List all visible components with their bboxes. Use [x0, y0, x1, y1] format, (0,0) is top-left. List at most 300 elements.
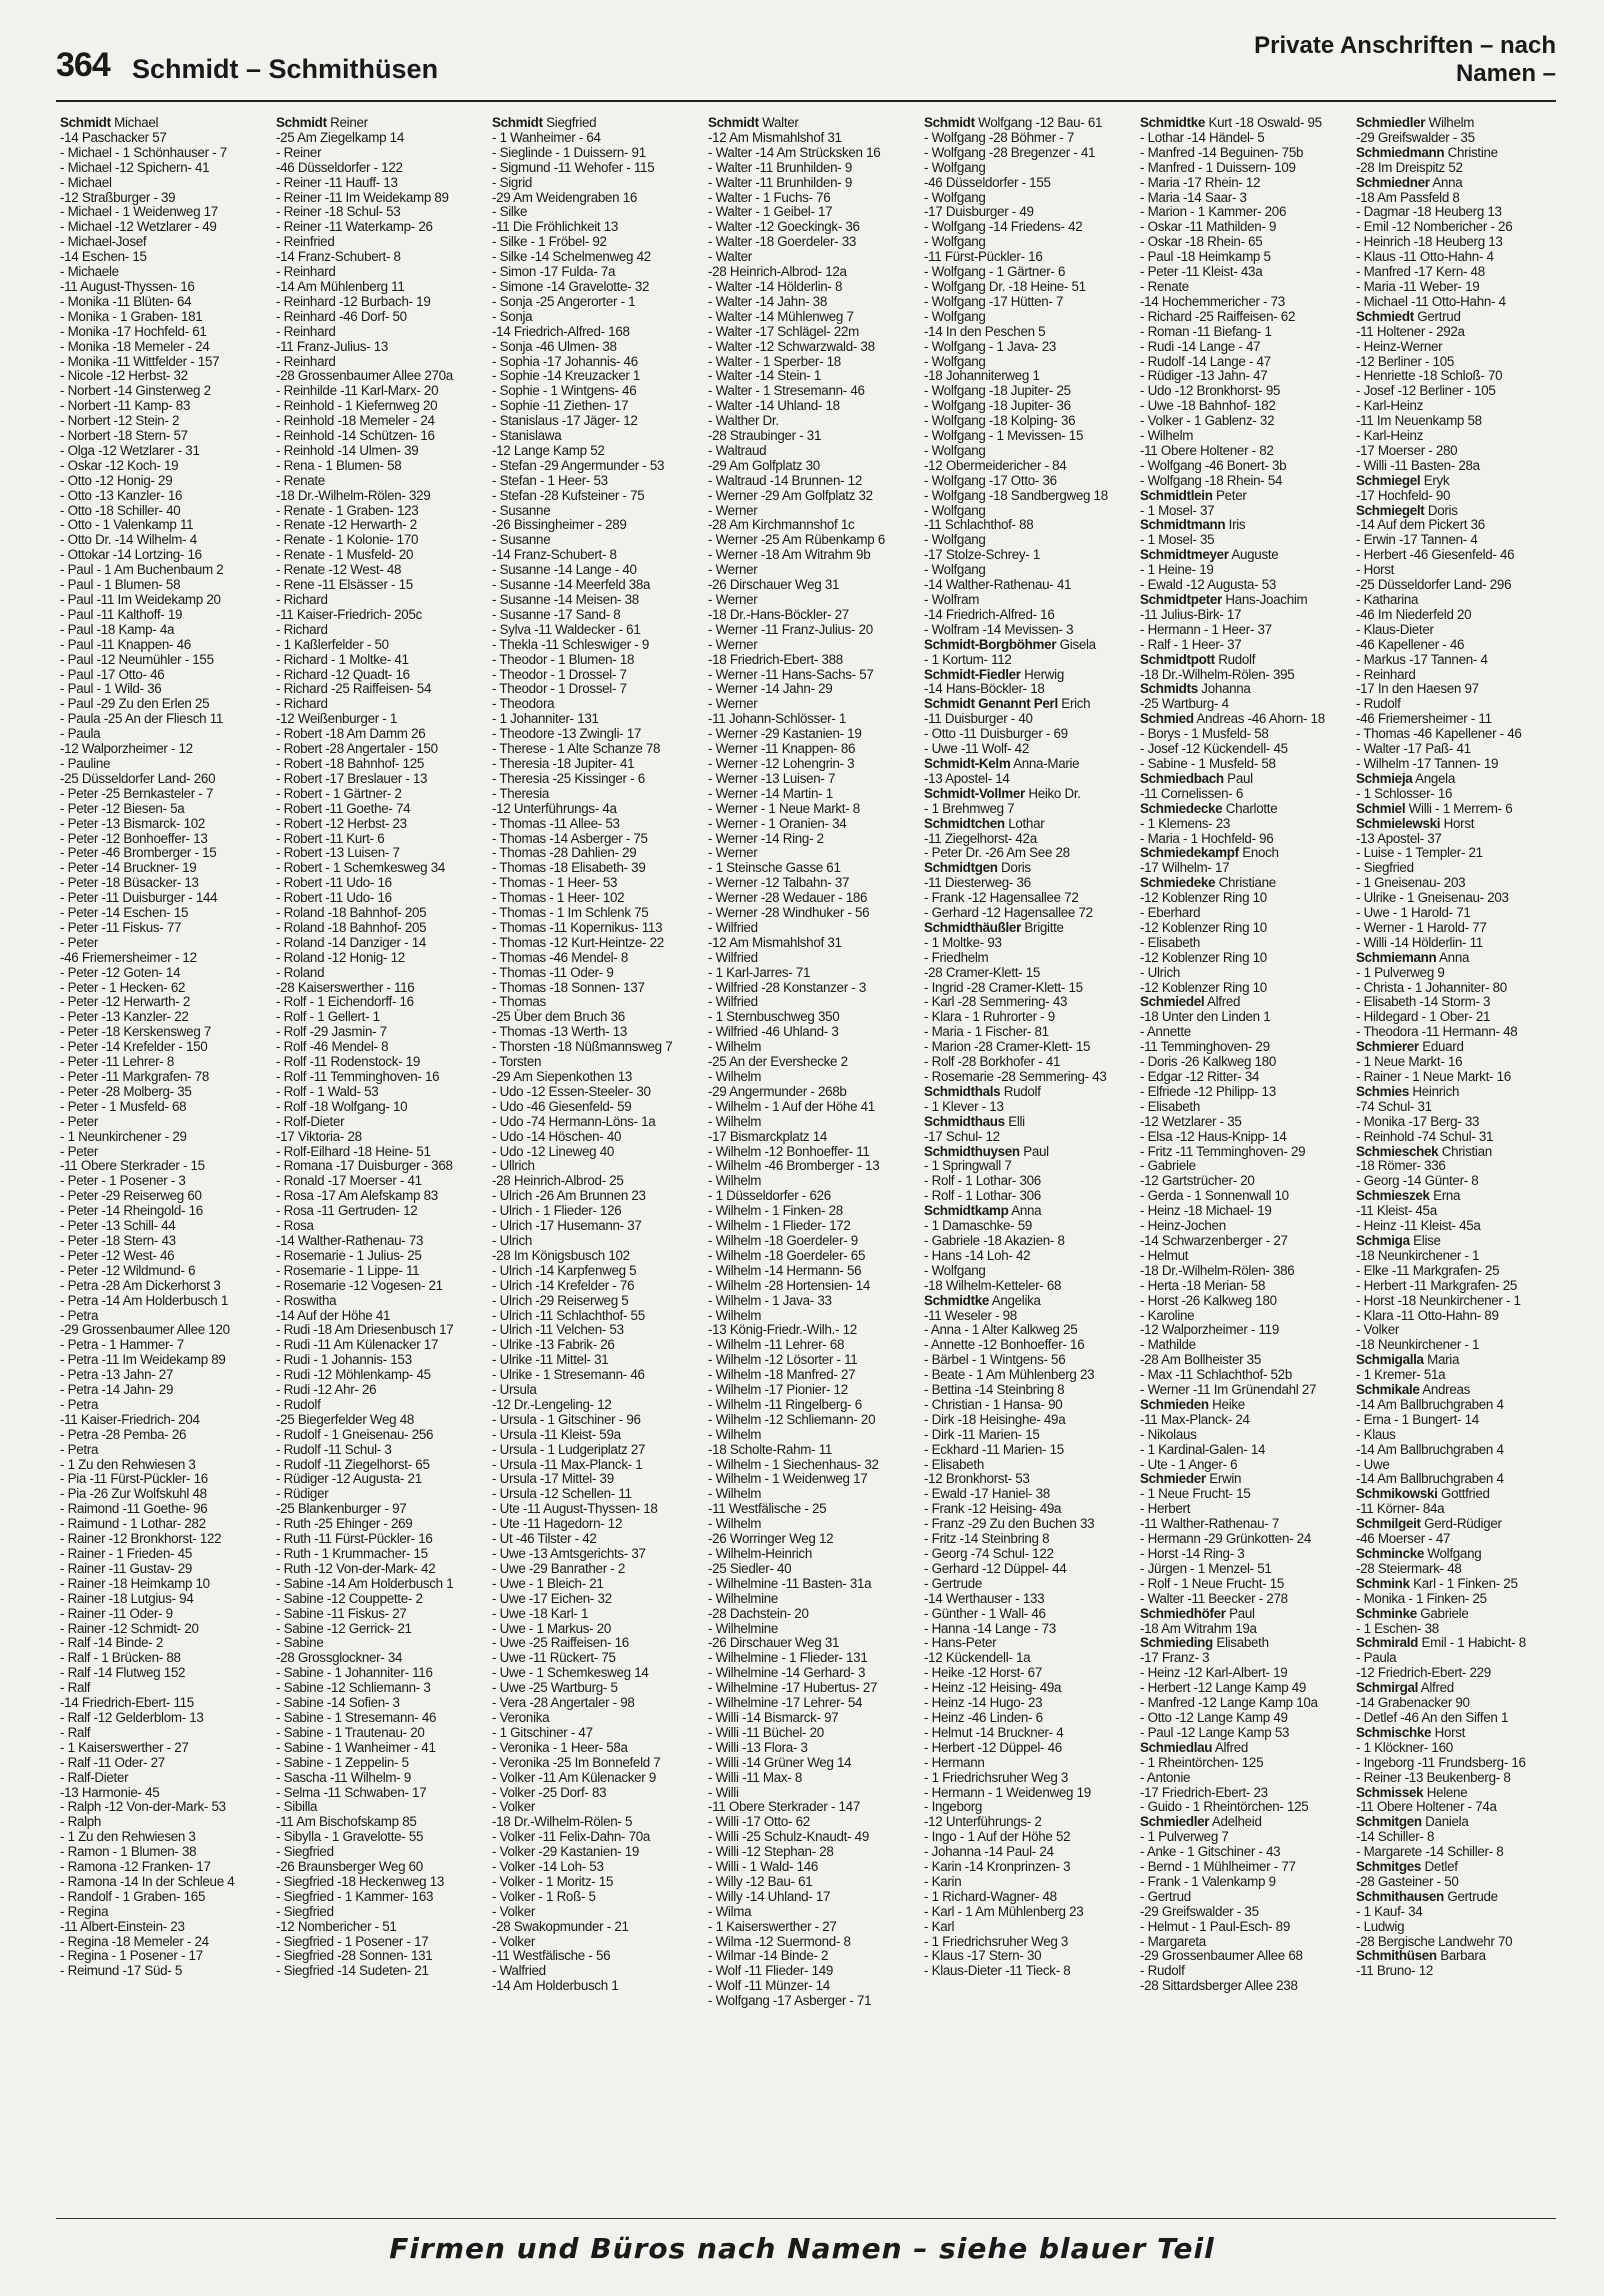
surname: Schmissek — [1356, 1784, 1424, 1800]
entry-text: - Gerda - 1 Sonnenwall 10 — [1140, 1188, 1289, 1204]
entry-text: - Werner -14 Ring- 2 — [708, 830, 824, 846]
directory-entry — [1356, 489, 1564, 504]
entry-text: - Friedhelm — [924, 949, 989, 965]
directory-entry — [924, 966, 1132, 981]
directory-entry — [1140, 131, 1348, 146]
directory-entry — [60, 623, 268, 638]
directory-entry — [60, 1681, 268, 1696]
directory-entry — [60, 1264, 268, 1279]
entry-text: - Karl - 1 Am Mühlenberg 23 — [924, 1903, 1084, 1919]
entry-text: - 1 Gneisenau- 203 — [1356, 875, 1466, 891]
directory-entry — [924, 355, 1132, 370]
entry-text: - Sabine -14 Am Holderbusch 1 — [276, 1575, 454, 1591]
entry-text: - Elsa -12 Haus-Knipp- 14 — [1140, 1128, 1287, 1144]
directory-entry — [276, 1353, 484, 1368]
directory-entry — [1140, 1338, 1348, 1353]
directory-entry — [1140, 1905, 1348, 1920]
directory-entry — [60, 459, 268, 474]
directory-entry — [1356, 1323, 1564, 1338]
entry-text: - Michael -12 Spichern- 41 — [60, 159, 210, 175]
entry-text: -25 An der Evershecke 2 — [708, 1054, 848, 1070]
entry-text: - Ulrich -11 Velchen- 53 — [492, 1322, 624, 1338]
entry-text: - Reinhard — [276, 264, 336, 280]
directory-entry — [60, 1010, 268, 1025]
directory-entry — [1356, 638, 1564, 653]
entry-text: - Sabine — [276, 1635, 324, 1651]
entry-text: - Oskar -11 Mathilden- 9 — [1140, 219, 1277, 235]
directory-entry — [708, 384, 916, 399]
directory-entry — [60, 712, 268, 727]
surname: Schmidtchen — [924, 815, 1005, 831]
directory-entry — [276, 310, 484, 325]
page-header — [56, 28, 1556, 88]
directory-entry — [1140, 757, 1348, 772]
entry-text: - Sonja -46 Ulmen- 38 — [492, 338, 617, 354]
directory-entry — [1356, 369, 1564, 384]
surname: Schmieden — [1140, 1396, 1209, 1412]
entry-text: - Ulrich -29 Reiserweg 5 — [492, 1292, 629, 1308]
directory-entry — [924, 1636, 1132, 1651]
directory-column — [924, 116, 1132, 2146]
entry-text: - Georg -74 Schul- 122 — [924, 1546, 1054, 1561]
entry-text: - Wolfgang Dr. -18 Heine- 51 — [924, 278, 1086, 294]
directory-entry — [276, 668, 484, 683]
entry-text: - Udo -12 Lineweg 40 — [492, 1143, 615, 1159]
surname: Schmidtpeter — [1140, 592, 1222, 607]
entry-text: - Robert -11 Udo- 16 — [276, 875, 392, 891]
directory-entry — [924, 1040, 1132, 1055]
directory-entry — [276, 712, 484, 727]
entry-text: Horst — [1440, 815, 1475, 831]
directory-entry — [276, 1756, 484, 1771]
directory-entry — [1140, 697, 1348, 712]
directory-entry — [708, 1920, 916, 1935]
directory-entry — [708, 295, 916, 310]
directory-columns — [60, 116, 1564, 2146]
directory-entry — [924, 1741, 1132, 1756]
entry-text: - Wolf -11 Flieder- 149 — [708, 1963, 834, 1979]
directory-entry — [60, 757, 268, 772]
entry-text: - Susanne -14 Meisen- 38 — [492, 592, 639, 607]
entry-text: - Raimond -11 Goethe- 96 — [60, 1501, 208, 1517]
entry-text: - Wilhelm -17 Tannen- 19 — [1356, 755, 1499, 771]
entry-text: - 1 Düsseldorfer - 626 — [708, 1188, 831, 1204]
entry-text: -12 Koblenzer Ring 10 — [1140, 949, 1267, 965]
directory-entry — [60, 1115, 268, 1130]
entry-text: -28 Heinrich-Albrod- 12a — [708, 264, 847, 280]
surname: Schmitges — [1356, 1859, 1422, 1875]
surname: Schmiga — [1356, 1232, 1410, 1248]
entry-text: -14 Paschacker 57 — [60, 129, 167, 145]
directory-entry — [708, 608, 916, 623]
entry-text: - Wilhelmine - 1 Flieder- 131 — [708, 1650, 868, 1666]
directory-entry — [60, 817, 268, 832]
directory-entry — [492, 414, 700, 429]
entry-text: -11 Ziegelhorst- 42a — [924, 830, 1037, 846]
surname: Schmidtmann — [1140, 517, 1226, 533]
directory-entry — [1140, 191, 1348, 206]
directory-entry — [924, 727, 1132, 742]
directory-entry — [1140, 325, 1348, 340]
entry-text: - Robert -28 Angertaler - 150 — [276, 741, 438, 757]
entry-text: - Thomas -28 Dahlien- 29 — [492, 845, 637, 861]
directory-entry — [60, 966, 268, 981]
entry-text: -11 Obere Holtener - 74a — [1356, 1799, 1497, 1815]
surname-entry — [1356, 1726, 1564, 1741]
directory-entry — [1140, 1219, 1348, 1234]
entry-text: - Horst -26 Kalkweg 180 — [1140, 1292, 1277, 1308]
directory-entry — [492, 608, 700, 623]
entry-text: - Michael -12 Wetzlarer - 49 — [60, 219, 217, 235]
directory-entry — [924, 1383, 1132, 1398]
directory-entry — [1140, 369, 1348, 384]
surname-entry — [1140, 116, 1348, 131]
entry-text: -28 Am Kirchmannshof 1c — [708, 517, 855, 533]
directory-entry — [60, 280, 268, 295]
directory-entry — [492, 1815, 700, 1830]
directory-entry — [276, 1472, 484, 1487]
entry-text: -28 Swakopmunder - 21 — [492, 1918, 629, 1934]
directory-entry — [1356, 265, 1564, 280]
directory-entry — [708, 1964, 916, 1979]
entry-text: - Uwe -11 Wolf- 42 — [924, 741, 1029, 757]
entry-text: Erna — [1429, 1188, 1461, 1204]
entry-text: - Manfred -12 Lange Kamp 10a — [1140, 1695, 1318, 1711]
directory-entry — [60, 1487, 268, 1502]
entry-text: - Jürgen - 1 Menzel- 51 — [1140, 1560, 1272, 1576]
directory-entry — [1356, 295, 1564, 310]
entry-text: - Wilhelm — [708, 1307, 762, 1323]
directory-entry — [708, 1681, 916, 1696]
directory-entry — [1140, 1145, 1348, 1160]
directory-entry — [492, 340, 700, 355]
entry-text: - Uwe - 1 Harold- 71 — [1356, 905, 1471, 921]
surname: Schmiedbach — [1140, 770, 1224, 786]
entry-text: - Peter -11 Fiskus- 77 — [60, 919, 182, 935]
entry-text: - Elisabeth — [1140, 1098, 1200, 1114]
entry-text: - Rainer -11 Oder- 9 — [60, 1605, 173, 1621]
directory-entry — [492, 1189, 700, 1204]
directory-entry — [924, 146, 1132, 161]
entry-text: - Wilhelm - 1 Auf der Höhe 41 — [708, 1098, 875, 1114]
entry-text: - Petra — [60, 1441, 99, 1457]
directory-entry — [492, 1234, 700, 1249]
directory-entry — [60, 951, 268, 966]
directory-entry — [924, 1920, 1132, 1935]
entry-text: - Theodora -11 Hermann- 48 — [1356, 1024, 1518, 1040]
entry-text: - Ralph — [60, 1814, 102, 1830]
surname-entry — [1140, 548, 1348, 563]
directory-entry — [1356, 1174, 1564, 1189]
directory-entry — [60, 832, 268, 847]
entry-text: - Thomas -18 Elisabeth- 39 — [492, 860, 646, 876]
directory-entry — [924, 891, 1132, 906]
directory-entry — [60, 1711, 268, 1726]
entry-text: - Richard — [276, 592, 328, 607]
directory-entry — [276, 817, 484, 832]
surname: Schmirald — [1356, 1635, 1419, 1651]
entry-text: - Silke -14 Schelmenweg 42 — [492, 249, 651, 265]
directory-entry — [276, 1428, 484, 1443]
directory-entry — [492, 1115, 700, 1130]
entry-text: Michael — [110, 116, 159, 130]
entry-text: - Rainer -12 Schmidt- 20 — [60, 1620, 199, 1636]
entry-text: -12 Kückendell- 1a — [924, 1650, 1031, 1666]
entry-text: - Ulrike - 1 Gneisenau- 203 — [1356, 890, 1509, 906]
entry-text: - Ursula - 1 Gitschiner - 96 — [492, 1411, 641, 1427]
entry-text: - 1 Kaiserswerther - 27 — [60, 1739, 189, 1755]
directory-entry — [708, 1294, 916, 1309]
directory-entry — [1140, 235, 1348, 250]
entry-text: - Horst -14 Ring- 3 — [1140, 1546, 1245, 1561]
entry-text: - Gabriele — [1140, 1158, 1196, 1174]
entry-text: Erich — [1057, 696, 1091, 712]
directory-entry — [708, 1875, 916, 1890]
directory-entry — [276, 1368, 484, 1383]
directory-entry — [1140, 1189, 1348, 1204]
directory-entry — [1140, 727, 1348, 742]
entry-text: - Ruth -11 Fürst-Pückler- 16 — [276, 1531, 433, 1547]
directory-entry — [276, 1711, 484, 1726]
entry-text: - Peter - 1 Musfeld- 68 — [60, 1098, 187, 1114]
entry-text: -25 Wartburg- 4 — [1140, 696, 1229, 712]
entry-text: Heinrich — [1408, 1083, 1460, 1099]
entry-text: - Günther - 1 Wall- 46 — [924, 1605, 1046, 1621]
directory-entry — [1356, 682, 1564, 697]
directory-entry — [924, 1935, 1132, 1950]
directory-entry — [924, 1562, 1132, 1577]
directory-entry — [492, 533, 700, 548]
directory-entry — [1356, 1428, 1564, 1443]
entry-text: -28 Grossenbaumer Allee 270a — [276, 368, 453, 384]
directory-entry — [492, 1174, 700, 1189]
directory-entry — [708, 1025, 916, 1040]
entry-text: - Paul -12 Neumühler - 155 — [60, 651, 214, 667]
entry-text: - Gabriele -18 Akazien- 8 — [924, 1232, 1065, 1248]
entry-text: - Wilma -12 Suermond- 8 — [708, 1933, 851, 1949]
entry-text: - Richard — [276, 696, 328, 712]
entry-text: - Nikolaus — [1140, 1426, 1197, 1442]
directory-entry — [60, 1413, 268, 1428]
entry-text: - Bernd - 1 Mühlheimer - 77 — [1140, 1859, 1296, 1875]
directory-entry — [492, 1607, 700, 1622]
entry-text: - Wolfgang -18 Jupiter- 25 — [924, 383, 1071, 399]
directory-entry — [924, 1487, 1132, 1502]
directory-entry — [924, 623, 1132, 638]
directory-entry — [276, 906, 484, 921]
directory-entry — [60, 653, 268, 668]
entry-text: - Willi -14 Bismarck- 97 — [708, 1709, 839, 1725]
directory-entry — [924, 325, 1132, 340]
surname: Schmidt — [924, 116, 975, 130]
directory-entry — [1356, 1905, 1564, 1920]
entry-text: - Robert -11 Udo- 16 — [276, 890, 392, 906]
entry-text: - Werner -28 Windhuker - 56 — [708, 905, 870, 921]
entry-text: - 1 Friedrichsruher Weg 3 — [924, 1933, 1069, 1949]
entry-text: - 1 Damaschke- 59 — [924, 1218, 1033, 1234]
header-rule — [56, 100, 1556, 102]
entry-text: - Peter -14 Krefelder - 150 — [60, 1039, 208, 1055]
entry-text: -11 Walther-Rathenau- 7 — [1140, 1516, 1279, 1532]
directory-entry — [1356, 1010, 1564, 1025]
entry-text: Enoch — [1238, 845, 1279, 861]
entry-text: -12 Unterführungs- 2 — [924, 1814, 1042, 1830]
directory-entry — [1140, 921, 1348, 936]
directory-entry — [60, 1696, 268, 1711]
directory-entry — [924, 369, 1132, 384]
entry-text: - Sabine - 1 Trautenau- 20 — [276, 1724, 425, 1740]
directory-entry — [1356, 205, 1564, 220]
entry-text: -28 Steiermark- 48 — [1356, 1560, 1462, 1576]
directory-entry — [708, 1338, 916, 1353]
entry-text: - Reinhilde -11 Karl-Marx- 20 — [276, 383, 439, 399]
entry-text: - Sonja — [492, 308, 533, 324]
entry-text: -18 Dr.-Wilhelm-Rölen- 386 — [1140, 1262, 1295, 1278]
entry-text: - Wilfried — [708, 949, 758, 965]
directory-column — [1140, 116, 1348, 2146]
directory-entry — [924, 1681, 1132, 1696]
directory-entry — [492, 1458, 700, 1473]
directory-entry — [708, 1234, 916, 1249]
directory-entry — [708, 668, 916, 683]
directory-entry — [1356, 280, 1564, 295]
directory-entry — [708, 235, 916, 250]
directory-entry — [60, 876, 268, 891]
entry-text: - Willi -12 Stephan- 28 — [708, 1844, 834, 1860]
directory-entry — [1356, 235, 1564, 250]
directory-entry — [708, 1562, 916, 1577]
directory-entry — [60, 682, 268, 697]
directory-entry — [276, 340, 484, 355]
directory-entry — [60, 638, 268, 653]
directory-entry — [1356, 1130, 1564, 1145]
entry-text: - Rainer -11 Gustav- 29 — [60, 1560, 193, 1576]
directory-entry — [276, 1935, 484, 1950]
directory-entry — [924, 1622, 1132, 1637]
directory-entry — [924, 1234, 1132, 1249]
entry-text: - Werner -18 Am Witrahm 9b — [708, 547, 871, 563]
directory-entry — [708, 1383, 916, 1398]
entry-text: - Ursula — [492, 1382, 537, 1398]
directory-entry — [708, 1040, 916, 1055]
entry-text: - Wolfgang — [924, 532, 986, 548]
entry-text: - Rosa -11 Gertruden- 12 — [276, 1203, 418, 1219]
directory-entry — [708, 533, 916, 548]
directory-entry — [276, 1249, 484, 1264]
entry-text: - Paul -11 Knappen- 46 — [60, 636, 191, 652]
entry-text: - Thekla -11 Schleswiger - 9 — [492, 636, 650, 652]
entry-text: - Wilhelm -18 Goerdeler- 9 — [708, 1232, 858, 1248]
directory-entry — [924, 1786, 1132, 1801]
directory-entry — [708, 459, 916, 474]
entry-text: - Johanna -14 Paul- 24 — [924, 1844, 1054, 1860]
directory-entry — [60, 1353, 268, 1368]
directory-entry — [924, 1666, 1132, 1681]
entry-text: - Theodor - 1 Drossel- 7 — [492, 681, 627, 697]
entry-text: - Gertrude — [924, 1575, 983, 1591]
entry-text: - Udo -12 Essen-Steeler- 30 — [492, 1083, 651, 1099]
directory-entry — [492, 1323, 700, 1338]
entry-text: - Wolfgang -28 Böhmer - 7 — [924, 129, 1075, 145]
entry-text: - Volker -11 Felix-Dahn- 70a — [492, 1829, 651, 1845]
directory-entry — [1356, 1100, 1564, 1115]
surname-entry — [1140, 1636, 1348, 1651]
entry-text: - Paul -17 Otto- 46 — [60, 666, 165, 682]
entry-text: - Peter -11 Markgrafen- 78 — [60, 1069, 209, 1084]
directory-entry — [924, 1010, 1132, 1025]
surname: Schmidt — [492, 116, 543, 130]
directory-entry — [276, 1696, 484, 1711]
directory-entry — [60, 1547, 268, 1562]
directory-entry — [708, 936, 916, 951]
directory-entry — [276, 1592, 484, 1607]
directory-entry — [1356, 697, 1564, 712]
entry-text: - Walter -14 Jahn- 38 — [708, 293, 827, 309]
entry-text: -29 Greifswalder - 35 — [1356, 129, 1475, 145]
entry-text: Rudolf — [1000, 1083, 1041, 1099]
directory-entry — [1356, 593, 1564, 608]
surname-entry — [1356, 1383, 1564, 1398]
entry-text: -14 Auf dem Pickert 36 — [1356, 517, 1485, 533]
directory-entry — [276, 1055, 484, 1070]
entry-text: - Herbert -46 Giesenfeld- 46 — [1356, 547, 1515, 563]
entry-text: - Ulrike - 1 Stresemann- 46 — [492, 1367, 645, 1383]
directory-entry — [276, 1309, 484, 1324]
directory-entry — [924, 608, 1132, 623]
entry-text: - Erna - 1 Bungert- 14 — [1356, 1411, 1479, 1427]
entry-text: - Renate - 1 Graben- 123 — [276, 502, 419, 518]
entry-text: - Wilhelm -12 Lösorter - 11 — [708, 1352, 858, 1368]
surname-entry — [1356, 1786, 1564, 1801]
entry-text: - Richard -25 Raiffeisen- 54 — [276, 681, 432, 697]
surname: Schmidtlein — [1140, 487, 1213, 503]
directory-entry — [492, 817, 700, 832]
surname: Schmidt Genannt Perl — [924, 696, 1058, 712]
directory-column — [276, 116, 484, 2146]
directory-entry — [708, 697, 916, 712]
directory-entry — [1356, 1338, 1564, 1353]
surname-entry — [1356, 474, 1564, 489]
directory-entry — [924, 1055, 1132, 1070]
directory-entry — [1140, 1055, 1348, 1070]
directory-entry — [60, 1174, 268, 1189]
entry-text: - Rudolf -14 Lange - 47 — [1140, 353, 1271, 369]
directory-entry — [708, 176, 916, 191]
footer-note: Firmen und Büros nach Namen – siehe blauer Teil — [389, 2232, 1215, 2265]
entry-text: - Werner -11 Knappen- 86 — [708, 741, 856, 757]
entry-text: - Peter -28 Molberg- 35 — [60, 1083, 192, 1099]
surname-entry — [1356, 310, 1564, 325]
directory-entry — [276, 489, 484, 504]
directory-entry — [60, 533, 268, 548]
directory-entry — [492, 1025, 700, 1040]
directory-entry — [708, 518, 916, 533]
entry-text: -14 Am Ballbruchgraben 4 — [1356, 1471, 1504, 1487]
entry-text: -11 Albert-Einstein- 23 — [60, 1918, 185, 1934]
entry-text: - Ingeborg -11 Frundsberg- 16 — [1356, 1754, 1526, 1770]
surname: Schmink — [1356, 1575, 1410, 1591]
entry-text: -14 Friedrich-Alfred- 16 — [924, 606, 1055, 622]
directory-entry — [1140, 638, 1348, 653]
entry-text: - 1 Friedrichsruher Weg 3 — [924, 1769, 1069, 1785]
directory-entry — [708, 1592, 916, 1607]
entry-text: -46 Friemersheimer - 11 — [1356, 711, 1492, 727]
entry-text: - Rainer - 1 Frieden- 45 — [60, 1546, 192, 1561]
directory-entry — [60, 235, 268, 250]
entry-text: - Thomas — [492, 994, 546, 1010]
entry-text: - Ute - 1 Anger- 6 — [1140, 1456, 1238, 1472]
entry-text: - Willi -17 Otto- 62 — [708, 1814, 810, 1830]
